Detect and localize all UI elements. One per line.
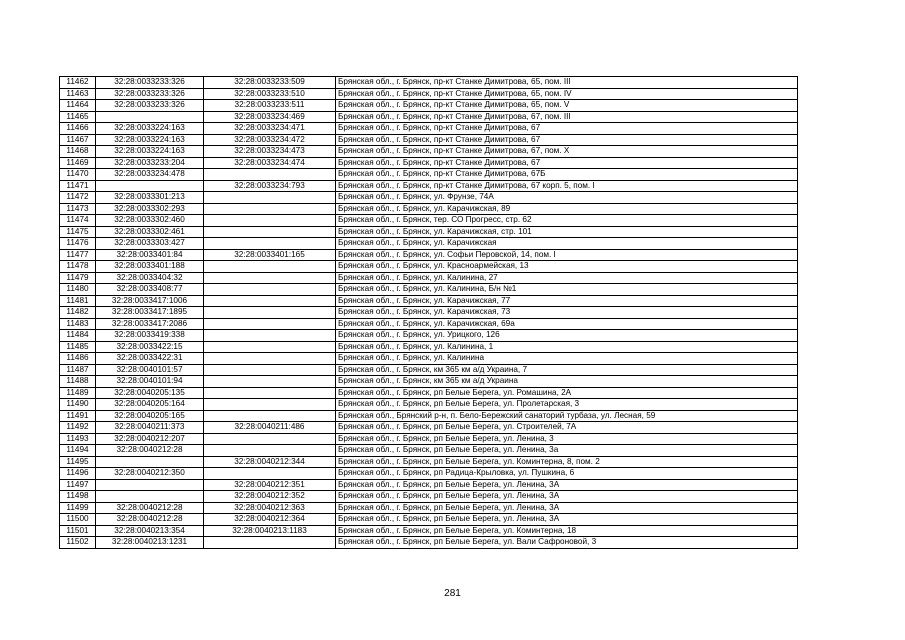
- table-row: [60, 157, 798, 169]
- parcel-cadastral-number-cell: 32:28:0033233:204: [96, 157, 204, 169]
- row-number-cell: 11487: [60, 364, 96, 376]
- address-cell: Брянская обл., г. Брянск, рп Белые Берега, ул. Вали Сафроновой, 3: [336, 537, 798, 549]
- object-cadastral-number-cell: [204, 215, 336, 227]
- row-number-cell: 11502: [60, 537, 96, 549]
- table-row: [60, 238, 798, 250]
- parcel-cadastral-number-cell: 32:28:0033422:31: [96, 353, 204, 365]
- address-cell: Брянская обл., г. Брянск, пр-кт Станке Димитрова, 67: [336, 134, 798, 146]
- row-number-cell: 11473: [60, 203, 96, 215]
- object-cadastral-number-cell: 32:28:0033233:509: [204, 77, 336, 89]
- table-row: [60, 410, 798, 422]
- table-row: [60, 215, 798, 227]
- address-cell: Брянская обл., Брянский р-н, п. Бело-Бережский санаторий турбаза, ул. Лесная, 59: [336, 410, 798, 422]
- address-cell: Брянская обл., г. Брянск, рп Белые Берега, ул. Коминтерна, 8, пом. 2: [336, 456, 798, 468]
- object-cadastral-number-cell: [204, 537, 336, 549]
- table-row: [60, 295, 798, 307]
- object-cadastral-number-cell: [204, 295, 336, 307]
- row-number-cell: 11496: [60, 468, 96, 480]
- parcel-cadastral-number-cell: [96, 180, 204, 192]
- object-cadastral-number-cell: [204, 410, 336, 422]
- table-row: [60, 192, 798, 204]
- row-number-cell: 11498: [60, 491, 96, 503]
- address-cell: Брянская обл., г. Брянск, ул. Калинина, Б/н №1: [336, 284, 798, 296]
- row-number-cell: 11478: [60, 261, 96, 273]
- table-row: [60, 502, 798, 514]
- object-cadastral-number-cell: [204, 376, 336, 388]
- table-row: [60, 353, 798, 365]
- parcel-cadastral-number-cell: 32:28:0040212:28: [96, 514, 204, 526]
- parcel-cadastral-number-cell: 32:28:0033417:2086: [96, 318, 204, 330]
- row-number-cell: 11467: [60, 134, 96, 146]
- table-row: [60, 330, 798, 342]
- parcel-cadastral-number-cell: 32:28:0033302:461: [96, 226, 204, 238]
- table-row: [60, 88, 798, 100]
- parcel-cadastral-number-cell: 32:28:0040205:165: [96, 410, 204, 422]
- parcel-cadastral-number-cell: [96, 111, 204, 123]
- row-number-cell: 11462: [60, 77, 96, 89]
- parcel-cadastral-number-cell: 32:28:0033234:478: [96, 169, 204, 181]
- row-number-cell: 11479: [60, 272, 96, 284]
- object-cadastral-number-cell: [204, 445, 336, 457]
- parcel-cadastral-number-cell: 32:28:0033422:15: [96, 341, 204, 353]
- table-row: [60, 318, 798, 330]
- parcel-cadastral-number-cell: 32:28:0040211:373: [96, 422, 204, 434]
- row-number-cell: 11495: [60, 456, 96, 468]
- parcel-cadastral-number-cell: 32:28:0040212:28: [96, 502, 204, 514]
- address-cell: Брянская обл., г. Брянск, км 365 км а/д Украина, 7: [336, 364, 798, 376]
- address-cell: Брянская обл., г. Брянск, рп Белые Берега, ул. Ленина, 3А: [336, 491, 798, 503]
- object-cadastral-number-cell: 32:28:0033234:471: [204, 123, 336, 135]
- object-cadastral-number-cell: 32:28:0040212:344: [204, 456, 336, 468]
- address-cell: Брянская обл., г. Брянск, пр-кт Станке Димитрова, 67 корп. 5, пом. I: [336, 180, 798, 192]
- table-row: [60, 134, 798, 146]
- table-row: [60, 123, 798, 135]
- row-number-cell: 11482: [60, 307, 96, 319]
- object-cadastral-number-cell: 32:28:0033234:469: [204, 111, 336, 123]
- object-cadastral-number-cell: [204, 399, 336, 411]
- object-cadastral-number-cell: [204, 353, 336, 365]
- address-cell: Брянская обл., г. Брянск, ул. Калинина: [336, 353, 798, 365]
- table-row: [60, 249, 798, 261]
- object-cadastral-number-cell: 32:28:0033233:511: [204, 100, 336, 112]
- address-cell: Брянская обл., г. Брянск, пр-кт Станке Димитрова, 65, пом. IV: [336, 88, 798, 100]
- address-cell: Брянская обл., г. Брянск, рп Белые Берега, ул. Ленина, 3А: [336, 502, 798, 514]
- object-cadastral-number-cell: [204, 468, 336, 480]
- row-number-cell: 11484: [60, 330, 96, 342]
- address-cell: Брянская обл., г. Брянск, ул. Красноармейская, 13: [336, 261, 798, 273]
- parcel-cadastral-number-cell: 32:28:0033233:326: [96, 77, 204, 89]
- table-row: [60, 491, 798, 503]
- row-number-cell: 11488: [60, 376, 96, 388]
- object-cadastral-number-cell: 32:28:0033234:473: [204, 146, 336, 158]
- row-number-cell: 11466: [60, 123, 96, 135]
- row-number-cell: 11500: [60, 514, 96, 526]
- address-cell: Брянская обл., г. Брянск, ул. Карачижская: [336, 238, 798, 250]
- parcel-cadastral-number-cell: 32:28:0033302:460: [96, 215, 204, 227]
- table-row: [60, 422, 798, 434]
- object-cadastral-number-cell: [204, 433, 336, 445]
- table-row: [60, 479, 798, 491]
- table-row: [60, 226, 798, 238]
- address-cell: Брянская обл., г. Брянск, рп Белые Берега, ул. Ленина, 3а: [336, 445, 798, 457]
- object-cadastral-number-cell: [204, 238, 336, 250]
- address-cell: Брянская обл., г. Брянск, рп Белые Берега, ул. Ленина, 3А: [336, 479, 798, 491]
- row-number-cell: 11468: [60, 146, 96, 158]
- table-row: [60, 261, 798, 273]
- table-row: [60, 399, 798, 411]
- row-number-cell: 11476: [60, 238, 96, 250]
- row-number-cell: 11491: [60, 410, 96, 422]
- table-row: [60, 433, 798, 445]
- object-cadastral-number-cell: 32:28:0033233:510: [204, 88, 336, 100]
- address-cell: Брянская обл., г. Брянск, ул. Калинина, 1: [336, 341, 798, 353]
- table-row: [60, 111, 798, 123]
- row-number-cell: 11474: [60, 215, 96, 227]
- row-number-cell: 11471: [60, 180, 96, 192]
- parcel-cadastral-number-cell: 32:28:0040205:164: [96, 399, 204, 411]
- object-cadastral-number-cell: [204, 284, 336, 296]
- row-number-cell: 11480: [60, 284, 96, 296]
- parcel-cadastral-number-cell: 32:28:0040212:207: [96, 433, 204, 445]
- table-row: [60, 203, 798, 215]
- table-row: [60, 376, 798, 388]
- row-number-cell: 11481: [60, 295, 96, 307]
- parcel-cadastral-number-cell: 32:28:0033302:293: [96, 203, 204, 215]
- table-row: [60, 456, 798, 468]
- object-cadastral-number-cell: [204, 364, 336, 376]
- table-row: [60, 364, 798, 376]
- object-cadastral-number-cell: 32:28:0033234:472: [204, 134, 336, 146]
- parcel-cadastral-number-cell: 32:28:0033417:1006: [96, 295, 204, 307]
- parcel-cadastral-number-cell: 32:28:0033233:326: [96, 100, 204, 112]
- address-cell: Брянская обл., г. Брянск, рп Радица-Крыловка, ул. Пушкина, 6: [336, 468, 798, 480]
- parcel-cadastral-number-cell: 32:28:0033419:338: [96, 330, 204, 342]
- table-row: [60, 77, 798, 89]
- address-cell: Брянская обл., г. Брянск, км 365 км а/д Украина: [336, 376, 798, 388]
- row-number-cell: 11475: [60, 226, 96, 238]
- table-row: [60, 146, 798, 158]
- parcel-cadastral-number-cell: 32:28:0040213:354: [96, 525, 204, 537]
- registry-table: [59, 76, 798, 549]
- row-number-cell: 11463: [60, 88, 96, 100]
- object-cadastral-number-cell: 32:28:0033234:793: [204, 180, 336, 192]
- address-cell: Брянская обл., г. Брянск, ул. Фрунзе, 74А: [336, 192, 798, 204]
- parcel-cadastral-number-cell: 32:28:0033303:427: [96, 238, 204, 250]
- address-cell: Брянская обл., г. Брянск, тер. СО Прогресс, стр. 62: [336, 215, 798, 227]
- row-number-cell: 11477: [60, 249, 96, 261]
- table-row: [60, 284, 798, 296]
- row-number-cell: 11493: [60, 433, 96, 445]
- table-row: [60, 514, 798, 526]
- object-cadastral-number-cell: [204, 330, 336, 342]
- table-row: [60, 537, 798, 549]
- row-number-cell: 11494: [60, 445, 96, 457]
- parcel-cadastral-number-cell: 32:28:0033233:326: [96, 88, 204, 100]
- address-cell: Брянская обл., г. Брянск, ул. Карачижская, 89: [336, 203, 798, 215]
- parcel-cadastral-number-cell: [96, 479, 204, 491]
- address-cell: Брянская обл., г. Брянск, ул. Карачижская, стр. 101: [336, 226, 798, 238]
- address-cell: Брянская обл., г. Брянск, ул. Калинина, 27: [336, 272, 798, 284]
- parcel-cadastral-number-cell: 32:28:0033401:188: [96, 261, 204, 273]
- parcel-cadastral-number-cell: 32:28:0040101:94: [96, 376, 204, 388]
- row-number-cell: 11490: [60, 399, 96, 411]
- address-cell: Брянская обл., г. Брянск, рп Белые Берега, ул. Коминтерна, 18: [336, 525, 798, 537]
- object-cadastral-number-cell: 32:28:0040213:1183: [204, 525, 336, 537]
- address-cell: Брянская обл., г. Брянск, рп Белые Берега, ул. Строителей, 7А: [336, 422, 798, 434]
- parcel-cadastral-number-cell: 32:28:0033301:213: [96, 192, 204, 204]
- address-cell: Брянская обл., г. Брянск, рп Белые Берега, ул. Ленина, 3: [336, 433, 798, 445]
- address-cell: Брянская обл., г. Брянск, ул. Карачижская, 69а: [336, 318, 798, 330]
- parcel-cadastral-number-cell: [96, 491, 204, 503]
- parcel-cadastral-number-cell: [96, 456, 204, 468]
- object-cadastral-number-cell: [204, 272, 336, 284]
- row-number-cell: 11485: [60, 341, 96, 353]
- table-row: [60, 307, 798, 319]
- object-cadastral-number-cell: [204, 203, 336, 215]
- object-cadastral-number-cell: [204, 169, 336, 181]
- object-cadastral-number-cell: [204, 192, 336, 204]
- row-number-cell: 11489: [60, 387, 96, 399]
- address-cell: Брянская обл., г. Брянск, пр-кт Станке Димитрова, 67Б: [336, 169, 798, 181]
- row-number-cell: 11486: [60, 353, 96, 365]
- address-cell: Брянская обл., г. Брянск, ул. Урицкого, 126: [336, 330, 798, 342]
- address-cell: Брянская обл., г. Брянск, рп Белые Берега, ул. Ленина, 3А: [336, 514, 798, 526]
- object-cadastral-number-cell: [204, 341, 336, 353]
- table-row: [60, 468, 798, 480]
- parcel-cadastral-number-cell: 32:28:0040205:135: [96, 387, 204, 399]
- object-cadastral-number-cell: 32:28:0040212:351: [204, 479, 336, 491]
- object-cadastral-number-cell: 32:28:0040212:352: [204, 491, 336, 503]
- page-number: 281: [444, 588, 461, 599]
- address-cell: Брянская обл., г. Брянск, пр-кт Станке Димитрова, 65, пом. V: [336, 100, 798, 112]
- parcel-cadastral-number-cell: 32:28:0033401:84: [96, 249, 204, 261]
- row-number-cell: 11483: [60, 318, 96, 330]
- parcel-cadastral-number-cell: 32:28:0040213:1231: [96, 537, 204, 549]
- address-cell: Брянская обл., г. Брянск, пр-кт Станке Димитрова, 67, пом. X: [336, 146, 798, 158]
- address-cell: Брянская обл., г. Брянск, пр-кт Станке Димитрова, 67: [336, 157, 798, 169]
- object-cadastral-number-cell: 32:28:0033234:474: [204, 157, 336, 169]
- object-cadastral-number-cell: 32:28:0033401:165: [204, 249, 336, 261]
- parcel-cadastral-number-cell: 32:28:0040101:57: [96, 364, 204, 376]
- row-number-cell: 11472: [60, 192, 96, 204]
- address-cell: Брянская обл., г. Брянск, рп Белые Берега, ул. Пролетарская, 3: [336, 399, 798, 411]
- address-cell: Брянская обл., г. Брянск, ул. Софьи Перовской, 14, пом. I: [336, 249, 798, 261]
- object-cadastral-number-cell: [204, 318, 336, 330]
- table-row: [60, 387, 798, 399]
- address-cell: Брянская обл., г. Брянск, пр-кт Станке Димитрова, 67: [336, 123, 798, 135]
- address-cell: Брянская обл., г. Брянск, пр-кт Станке Димитрова, 65, пом. III: [336, 77, 798, 89]
- row-number-cell: 11501: [60, 525, 96, 537]
- table-row: [60, 445, 798, 457]
- row-number-cell: 11465: [60, 111, 96, 123]
- parcel-cadastral-number-cell: 32:28:0033417:1895: [96, 307, 204, 319]
- address-cell: Брянская обл., г. Брянск, рп Белые Берега, ул. Ромашина, 2А: [336, 387, 798, 399]
- object-cadastral-number-cell: 32:28:0040212:363: [204, 502, 336, 514]
- row-number-cell: 11497: [60, 479, 96, 491]
- row-number-cell: 11470: [60, 169, 96, 181]
- parcel-cadastral-number-cell: 32:28:0040212:350: [96, 468, 204, 480]
- registry-table-body: [60, 77, 798, 549]
- table-row: [60, 180, 798, 192]
- object-cadastral-number-cell: [204, 387, 336, 399]
- parcel-cadastral-number-cell: 32:28:0033224:163: [96, 146, 204, 158]
- table-row: [60, 341, 798, 353]
- address-cell: Брянская обл., г. Брянск, ул. Карачижская, 73: [336, 307, 798, 319]
- table-row: [60, 525, 798, 537]
- row-number-cell: 11464: [60, 100, 96, 112]
- address-cell: Брянская обл., г. Брянск, ул. Карачижская, 77: [336, 295, 798, 307]
- table-row: [60, 272, 798, 284]
- row-number-cell: 11492: [60, 422, 96, 434]
- row-number-cell: 11499: [60, 502, 96, 514]
- object-cadastral-number-cell: [204, 307, 336, 319]
- table-row: [60, 100, 798, 112]
- parcel-cadastral-number-cell: 32:28:0033224:163: [96, 123, 204, 135]
- row-number-cell: 11469: [60, 157, 96, 169]
- table-row: [60, 169, 798, 181]
- object-cadastral-number-cell: 32:28:0040211:486: [204, 422, 336, 434]
- address-cell: Брянская обл., г. Брянск, пр-кт Станке Димитрова, 67, пом. III: [336, 111, 798, 123]
- parcel-cadastral-number-cell: 32:28:0040212:28: [96, 445, 204, 457]
- parcel-cadastral-number-cell: 32:28:0033408:77: [96, 284, 204, 296]
- object-cadastral-number-cell: 32:28:0040212:364: [204, 514, 336, 526]
- object-cadastral-number-cell: [204, 261, 336, 273]
- object-cadastral-number-cell: [204, 226, 336, 238]
- parcel-cadastral-number-cell: 32:28:0033224:163: [96, 134, 204, 146]
- parcel-cadastral-number-cell: 32:28:0033404:32: [96, 272, 204, 284]
